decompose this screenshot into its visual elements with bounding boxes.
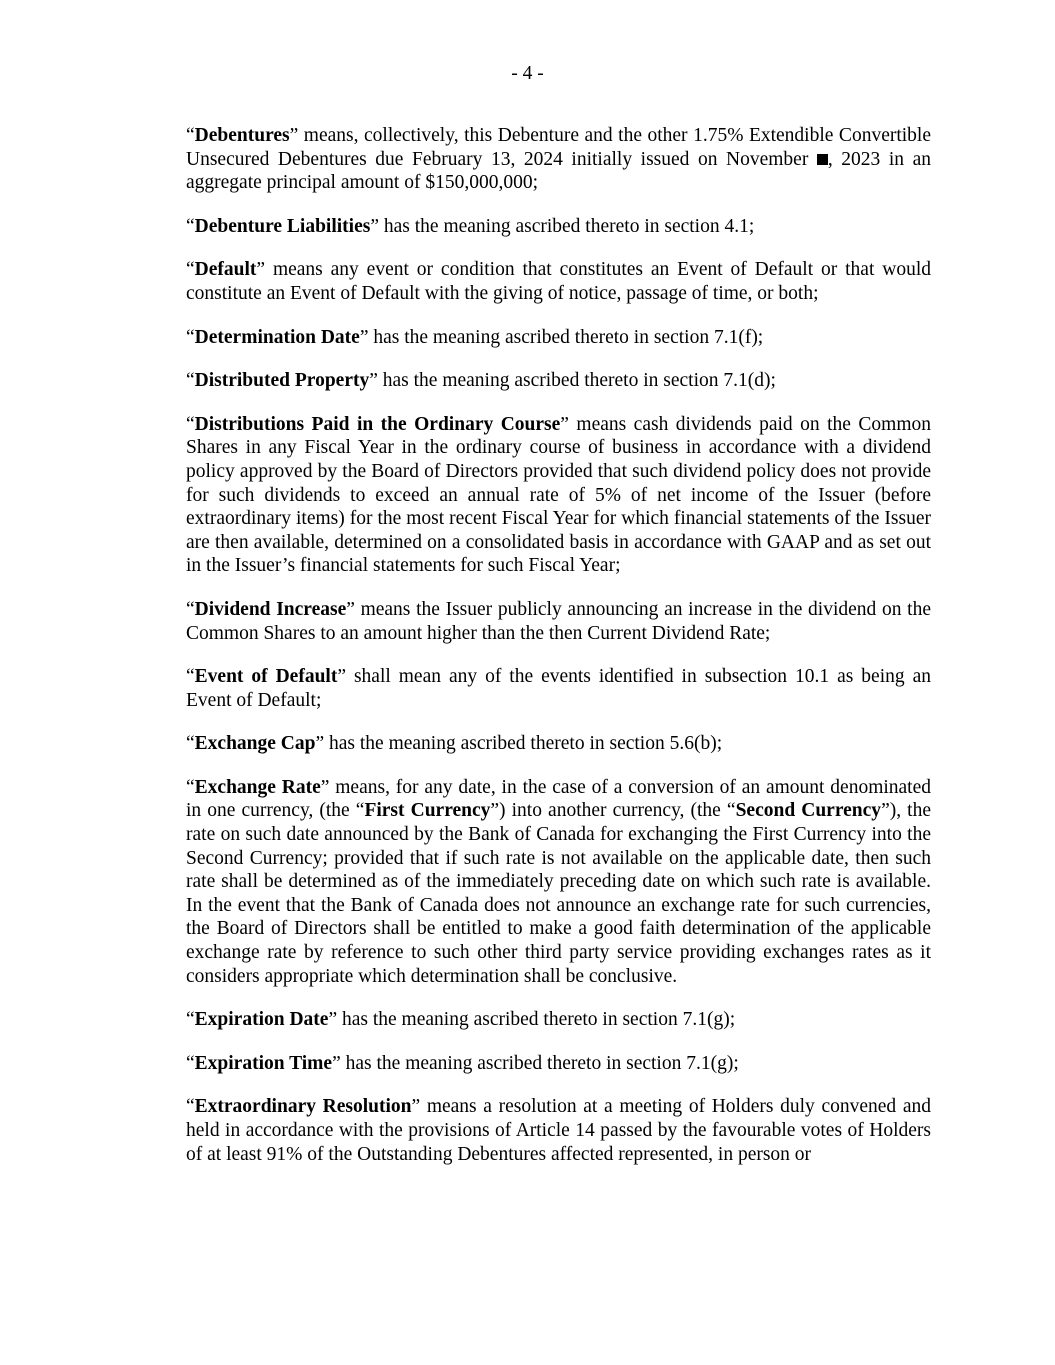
definition-text: means, collectively, this Debenture and the other 1.75% Extendible Convertible Unsecured Debentures due February 13, 2024 initially issued on November: [186, 125, 931, 170]
definition-exchange-rate: “Exchange Rate” means, for any date, in the case of a conversion of an amount denominated in one currency, (the “First Currency”) into another currency, (the “Second Currency”), the rate on such date announced by the Bank of Canada for exchanging the First Currency into the Second Currency; provided that if such rate is not available on the applicable date, then such rate shall be determined as of the immediately preceding date on which such rate is available. In the event that the Bank of Canada does not announce an exchange rate for such currencies, the Board of Directors shall be entitled to make a good faith determination of the applicable exchange rate by reference to such other third party service providing exchanges rates as it considers appropriate which determination shall be conclusive.: [186, 776, 932, 987]
definition-distributions-paid: “Distributions Paid in the Ordinary Course” means cash dividends paid on the Common Shares in any Fiscal Year in the ordinary course of business in accordance with a dividend policy approved by the Board of Directors provided that such dividend policy does not provide for such dividends to exceed an annual rate of 5% of net income of the Issuer (before extraordinary items) for the most recent Fiscal Year for which financial statements of the Issuer are then available, determined on a consolidated basis in accordance with GAAP and as set out in the Issuer’s financial statements for such Fiscal Year;: [186, 413, 931, 577]
definition-dividend-increase: “Dividend Increase” means the Issuer publicly announcing an increase in the dividend on the Common Shares to an amount higher than the then Current Dividend Rate;: [186, 598, 931, 644]
definition-text: means, for any date, in the case of a conversion of an amount denominated in one currency, (the “: [186, 776, 932, 822]
defined-term: Debenture Liabilities: [194, 215, 371, 237]
definition-text: means the Issuer publicly announcing an increase in the dividend on the Common Shares to an amount higher than the then Current Dividend Rate;: [186, 598, 931, 644]
definition-text: ”), the rate on such date announced by the Bank of Canada for exchanging the First Currency into the Second Currency; provided that if such rate is not available on the applicable date, then such rate shall be determined as of the immediately preceding date on which such rate is available. In the event that the Bank of Canada does not announce an exchange rate for such currencies, the Board of Directors shall be entitled to make a good faith determination of the applicable exchange rate by reference to such other third party service providing exchanges rates as it considers appropriate which determination shall be conclusive.: [186, 800, 931, 987]
definition-text: shall mean any of the events identified in subsection 10.1 as being an Event of Default;: [186, 666, 931, 711]
defined-subterm: First Currency: [364, 800, 491, 822]
definition-expiration-time: “Expiration Time” has the meaning ascribed thereto in section 7.1(g);: [186, 1052, 739, 1074]
definition-event-of-default: “Event of Default” shall mean any of the events identified in subsection 10.1 as being an Event of Default;: [186, 666, 931, 711]
definition-debentures: “Debentures” means, collectively, this Debenture and the other 1.75% Extendible Convertible Unsecured Debentures due February 13, 2024 initially issued on November , 2023 in an aggregate principal amount of $150,000,000;: [186, 125, 931, 194]
defined-subterm: Second Currency: [735, 800, 882, 822]
definition-text: means a resolution at a meeting of Holders duly convened and held in accordance with the provisions of Article 14 passed by the favourable votes of Holders of at least 91% of the Outstanding Debentures affected represented, in person or: [186, 1096, 931, 1165]
definition-text: has the meaning ascribed thereto in section 5.6(b);: [324, 733, 723, 755]
definition-text: has the meaning ascribed thereto in section 7.1(g);: [340, 1052, 739, 1074]
defined-term: Expiration Date: [194, 1009, 329, 1031]
defined-term: Event of Default: [194, 666, 338, 688]
definition-determination-date: “Determination Date” has the meaning ascribed thereto in section 7.1(f);: [186, 326, 764, 348]
definition-text: , 2023 in an aggregate principal amount of $150,000,000;: [186, 148, 931, 194]
defined-term: Distributions Paid in the Ordinary Course: [194, 413, 561, 435]
definition-text: means cash dividends paid on the Common Shares in any Fiscal Year in the ordinary course of business in accordance with a dividend policy approved by the Board of Directors provided that such dividend policy does not provide for such dividends to exceed an annual rate of 5% of net income of the Issuer (before extraordinary items) for the most recent Fiscal Year for which financial statements of the Issuer are then available, determined on a consolidated basis in accordance with GAAP and as set out in the Issuer’s financial statements for such Fiscal Year;: [186, 413, 931, 577]
defined-term: Default: [194, 259, 257, 281]
definition-distributed-property: “Distributed Property” has the meaning ascribed thereto in section 7.1(d);: [186, 370, 776, 392]
defined-term: Exchange Cap: [194, 733, 316, 755]
page-number: - 4 -: [511, 63, 544, 84]
defined-term: Distributed Property: [194, 370, 370, 392]
definitions-list: [186, 124, 931, 1186]
defined-term: Extraordinary Resolution: [194, 1096, 412, 1118]
definition-extraordinary-resolution: “Extraordinary Resolution” means a resolution at a meeting of Holders duly convened and held in accordance with the provisions of Article 14 passed by the favourable votes of Holders of at least 91% of the Outstanding Debentures affected represented, in person or: [186, 1096, 931, 1165]
definition-text: means any event or condition that constitutes an Event of Default or that would constitute an Event of Default with the giving of notice, passage of time, or both;: [186, 259, 931, 304]
definition-default: “Default” means any event or condition that constitutes an Event of Default or that would constitute an Event of Default with the giving of notice, passage of time, or both;: [186, 259, 931, 304]
definition-text: has the meaning ascribed thereto in section 7.1(g);: [337, 1009, 736, 1031]
defined-term: Determination Date: [194, 326, 360, 348]
defined-term: Expiration Time: [194, 1052, 333, 1074]
definition-text: has the meaning ascribed thereto in section 7.1(f);: [368, 326, 764, 348]
definition-expiration-date: “Expiration Date” has the meaning ascribed thereto in section 7.1(g);: [186, 1009, 736, 1031]
defined-term: Debentures: [194, 125, 290, 146]
definition-text: has the meaning ascribed thereto in section 7.1(d);: [377, 370, 776, 392]
definition-text: ”) into another currency, (the “: [490, 800, 736, 822]
defined-term: Dividend Increase: [194, 598, 347, 620]
defined-term: Exchange Rate: [194, 776, 321, 798]
definition-text: has the meaning ascribed thereto in section 4.1;: [379, 215, 755, 237]
redaction-box-icon: [817, 154, 828, 165]
definition-debenture-liabilities: “Debenture Liabilities” has the meaning ascribed thereto in section 4.1;: [186, 215, 755, 237]
definition-exchange-cap: “Exchange Cap” has the meaning ascribed thereto in section 5.6(b);: [186, 733, 723, 755]
